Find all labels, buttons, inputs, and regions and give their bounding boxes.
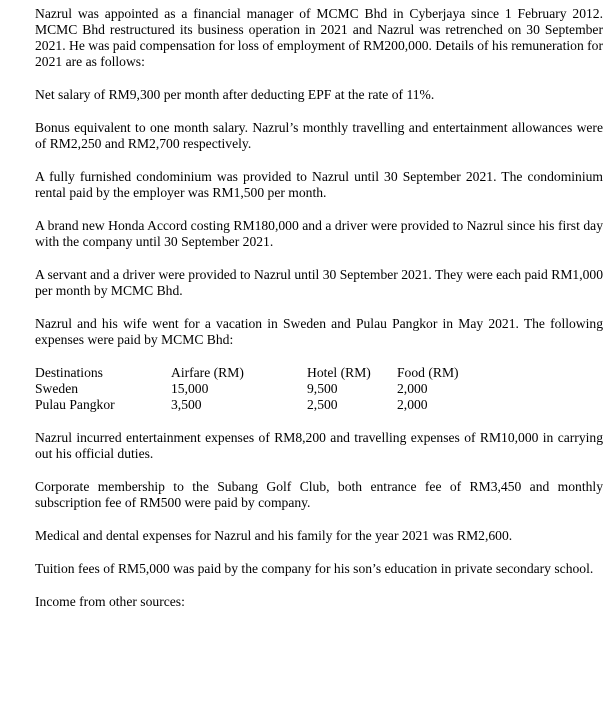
vacation-paragraph: Nazrul and his wife went for a vacation in Sweden and Pulau Pangkor in May 2021. The following expenses were paid by MCMC Bhd: [35, 316, 603, 347]
header-hotel: Hotel (RM) [307, 365, 371, 380]
servant-paragraph: A servant and a driver were provided to Nazrul until 30 September 2021. They were each paid RM1,000 per month by MCMC Bhd. [35, 267, 603, 298]
cell-destination: Pulau Pangkor [35, 397, 115, 412]
cell-airfare: 3,500 [171, 397, 202, 412]
car-paragraph: A brand new Honda Accord costing RM180,000 and a driver were provided to Nazrul since his first day with the company until 30 September 2021. [35, 218, 603, 249]
cell-food: 2,000 [397, 381, 428, 396]
cell-hotel: 9,500 [307, 381, 338, 396]
table-row [35, 381, 487, 397]
table-header-row [35, 365, 487, 381]
header-airfare: Airfare (RM) [171, 365, 244, 380]
vacation-expense-table [35, 365, 487, 413]
table-row [35, 397, 487, 413]
document-page [35, 6, 603, 627]
medical-paragraph: Medical and dental expenses for Nazrul and his family for the year 2021 was RM2,600. [35, 528, 513, 543]
cell-destination: Sweden [35, 381, 79, 396]
cell-hotel: 2,500 [307, 397, 338, 412]
condominium-paragraph: A fully furnished condominium was provided to Nazrul until 30 September 2021. The condominium rental paid by the employer was RM1,500 per month. [35, 169, 603, 200]
bonus-paragraph: Bonus equivalent to one month salary. Nazrul’s monthly travelling and entertainment allowances were of RM2,250 and RM2,700 respectively. [35, 120, 603, 151]
header-destinations: Destinations [35, 365, 103, 380]
header-food: Food (RM) [397, 365, 459, 380]
cell-food: 2,000 [397, 397, 428, 412]
tuition-paragraph: Tuition fees of RM5,000 was paid by the company for his son’s education in private secondary school. [35, 561, 594, 576]
cell-airfare: 15,000 [171, 381, 209, 396]
entertainment-paragraph: Nazrul incurred entertainment expenses of RM8,200 and travelling expenses of RM10,000 in carrying out his official duties. [35, 430, 603, 461]
intro-paragraph: Nazrul was appointed as a financial manager of MCMC Bhd in Cyberjaya since 1 February 2012. MCMC Bhd restructured its business operation in 2021 and Nazrul was retrenched on 30 September 2021. He was paid compensation for loss of employment of RM200,000. Details of his remuneration for 2021 are as follows: [35, 6, 603, 69]
other-income-heading: Income from other sources: [35, 594, 185, 609]
salary-paragraph: Net salary of RM9,300 per month after deducting EPF at the rate of 11%. [35, 87, 435, 102]
golf-paragraph: Corporate membership to the Subang Golf Club, both entrance fee of RM3,450 and monthly subscription fee of RM500 were paid by company. [35, 479, 603, 510]
